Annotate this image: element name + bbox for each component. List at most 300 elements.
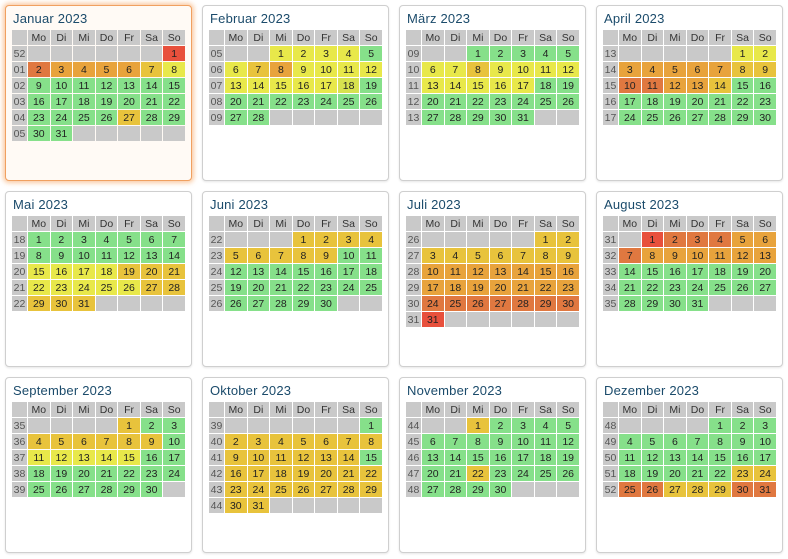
month-card[interactable] [5,191,192,367]
day-cell[interactable]: 9 [28,78,50,93]
day-cell[interactable]: 11 [28,450,50,465]
day-cell[interactable]: 30 [754,110,776,125]
day-cell[interactable]: 28 [619,296,641,311]
day-cell[interactable]: 12 [360,62,382,77]
day-cell[interactable]: 2 [293,46,315,61]
day-cell[interactable]: 16 [315,264,337,279]
day-cell[interactable]: 29 [360,482,382,497]
day-cell[interactable]: 13 [73,450,95,465]
day-cell[interactable]: 9 [293,62,315,77]
day-cell[interactable]: 3 [422,248,444,263]
day-cell[interactable]: 18 [445,280,467,295]
day-cell[interactable]: 7 [96,434,118,449]
day-cell[interactable]: 13 [754,248,776,263]
day-cell[interactable]: 20 [422,94,444,109]
day-cell[interactable]: 27 [141,280,163,295]
day-cell[interactable]: 13 [422,78,444,93]
day-cell[interactable]: 11 [535,62,557,77]
day-cell[interactable]: 19 [664,94,686,109]
day-cell[interactable]: 17 [512,450,534,465]
day-cell[interactable]: 20 [422,466,444,481]
day-cell[interactable]: 28 [270,296,292,311]
day-cell[interactable]: 23 [557,280,579,295]
day-cell[interactable]: 24 [754,466,776,481]
day-cell[interactable]: 7 [709,62,731,77]
day-cell[interactable]: 25 [360,280,382,295]
day-cell[interactable]: 21 [96,466,118,481]
day-cell[interactable]: 13 [141,248,163,263]
day-cell[interactable]: 6 [141,232,163,247]
day-cell[interactable]: 20 [118,94,140,109]
day-cell[interactable]: 18 [535,78,557,93]
day-cell[interactable]: 16 [490,78,512,93]
day-cell[interactable]: 18 [642,94,664,109]
day-cell[interactable]: 14 [709,78,731,93]
day-cell[interactable]: 11 [709,248,731,263]
day-cell[interactable]: 24 [422,296,444,311]
day-cell[interactable]: 4 [96,232,118,247]
day-cell[interactable]: 1 [28,232,50,247]
day-cell[interactable]: 6 [118,62,140,77]
day-cell[interactable]: 29 [535,296,557,311]
day-cell[interactable]: 3 [73,232,95,247]
day-cell[interactable]: 30 [51,296,73,311]
day-cell[interactable]: 28 [445,482,467,497]
day-cell[interactable]: 11 [360,248,382,263]
day-cell[interactable]: 12 [642,450,664,465]
day-cell[interactable]: 20 [225,94,247,109]
day-cell[interactable]: 3 [51,62,73,77]
day-cell[interactable]: 23 [225,482,247,497]
day-cell[interactable]: 3 [163,418,185,433]
day-cell[interactable]: 31 [422,312,444,327]
day-cell[interactable]: 3 [315,46,337,61]
day-cell[interactable]: 4 [642,62,664,77]
day-cell[interactable]: 26 [225,296,247,311]
month-card[interactable] [202,5,389,181]
day-cell[interactable]: 3 [248,434,270,449]
day-cell[interactable]: 20 [490,280,512,295]
day-cell[interactable]: 8 [642,248,664,263]
day-cell[interactable]: 23 [490,94,512,109]
day-cell[interactable]: 26 [732,280,754,295]
day-cell[interactable]: 28 [163,280,185,295]
day-cell[interactable]: 29 [118,482,140,497]
day-cell[interactable]: 21 [248,94,270,109]
day-cell[interactable]: 28 [709,110,731,125]
day-cell[interactable]: 4 [445,248,467,263]
day-cell[interactable]: 13 [248,264,270,279]
day-cell[interactable]: 21 [709,94,731,109]
day-cell[interactable]: 17 [338,264,360,279]
day-cell[interactable]: 4 [338,46,360,61]
day-cell[interactable]: 5 [732,232,754,247]
day-cell[interactable]: 15 [293,264,315,279]
day-cell[interactable]: 8 [709,434,731,449]
day-cell[interactable]: 6 [490,248,512,263]
day-cell[interactable]: 13 [422,450,444,465]
day-cell[interactable]: 10 [512,434,534,449]
day-cell[interactable]: 22 [535,280,557,295]
day-cell[interactable]: 20 [141,264,163,279]
day-cell[interactable]: 26 [557,94,579,109]
day-cell[interactable]: 15 [642,264,664,279]
day-cell[interactable]: 31 [512,110,534,125]
day-cell[interactable]: 5 [664,62,686,77]
day-cell[interactable]: 29 [28,296,50,311]
day-cell[interactable]: 4 [535,418,557,433]
day-cell[interactable]: 23 [754,94,776,109]
day-cell[interactable]: 7 [512,248,534,263]
day-cell[interactable]: 1 [642,232,664,247]
day-cell[interactable]: 6 [225,62,247,77]
day-cell[interactable]: 26 [51,482,73,497]
day-cell[interactable]: 2 [754,46,776,61]
day-cell[interactable]: 26 [467,296,489,311]
day-cell[interactable]: 5 [96,62,118,77]
day-cell[interactable]: 18 [28,466,50,481]
day-cell[interactable]: 27 [490,296,512,311]
day-cell[interactable]: 4 [709,232,731,247]
day-cell[interactable]: 21 [338,466,360,481]
day-cell[interactable]: 28 [338,482,360,497]
day-cell[interactable]: 16 [732,450,754,465]
day-cell[interactable]: 8 [118,434,140,449]
day-cell[interactable]: 5 [293,434,315,449]
day-cell[interactable]: 26 [664,110,686,125]
day-cell[interactable]: 10 [512,62,534,77]
day-cell[interactable]: 29 [732,110,754,125]
day-cell[interactable]: 23 [732,466,754,481]
day-cell[interactable]: 23 [490,466,512,481]
day-cell[interactable]: 11 [270,450,292,465]
day-cell[interactable]: 7 [687,434,709,449]
day-cell[interactable]: 7 [619,248,641,263]
day-cell[interactable]: 15 [28,264,50,279]
day-cell[interactable]: 4 [28,434,50,449]
day-cell[interactable]: 22 [293,280,315,295]
day-cell[interactable]: 26 [118,280,140,295]
day-cell[interactable]: 3 [512,46,534,61]
day-cell[interactable]: 22 [118,466,140,481]
day-cell[interactable]: 10 [422,264,444,279]
day-cell[interactable]: 27 [422,110,444,125]
month-card[interactable] [202,377,389,553]
day-cell[interactable]: 18 [535,450,557,465]
day-cell[interactable]: 18 [338,78,360,93]
day-cell[interactable]: 17 [754,450,776,465]
day-cell[interactable]: 1 [293,232,315,247]
day-cell[interactable]: 10 [338,248,360,263]
day-cell[interactable]: 15 [270,78,292,93]
day-cell[interactable]: 7 [338,434,360,449]
day-cell[interactable]: 25 [535,94,557,109]
day-cell[interactable]: 23 [664,280,686,295]
day-cell[interactable]: 30 [28,126,50,141]
day-cell[interactable]: 10 [687,248,709,263]
day-cell[interactable]: 24 [315,94,337,109]
day-cell[interactable]: 20 [315,466,337,481]
day-cell[interactable]: 17 [73,264,95,279]
day-cell[interactable]: 6 [754,232,776,247]
day-cell[interactable]: 6 [73,434,95,449]
month-card[interactable] [202,191,389,367]
day-cell[interactable]: 6 [422,62,444,77]
day-cell[interactable]: 2 [557,232,579,247]
day-cell[interactable]: 19 [557,78,579,93]
day-cell[interactable]: 28 [96,482,118,497]
day-cell[interactable]: 30 [141,482,163,497]
day-cell[interactable]: 6 [315,434,337,449]
day-cell[interactable]: 6 [687,62,709,77]
day-cell[interactable]: 24 [51,110,73,125]
day-cell[interactable]: 3 [512,418,534,433]
day-cell[interactable]: 18 [270,466,292,481]
day-cell[interactable]: 19 [225,280,247,295]
day-cell[interactable]: 21 [512,280,534,295]
day-cell[interactable]: 26 [642,482,664,497]
day-cell[interactable]: 17 [619,94,641,109]
day-cell[interactable]: 12 [118,248,140,263]
day-cell[interactable]: 10 [619,78,641,93]
day-cell[interactable]: 27 [422,482,444,497]
month-card[interactable] [5,5,192,181]
day-cell[interactable]: 1 [732,46,754,61]
day-cell[interactable]: 19 [642,466,664,481]
day-cell[interactable]: 11 [338,62,360,77]
day-cell[interactable]: 8 [28,248,50,263]
day-cell[interactable]: 16 [141,450,163,465]
day-cell[interactable]: 3 [754,418,776,433]
day-cell[interactable]: 23 [141,466,163,481]
day-cell[interactable]: 8 [163,62,185,77]
day-cell[interactable]: 3 [338,232,360,247]
day-cell[interactable]: 14 [512,264,534,279]
day-cell[interactable]: 16 [51,264,73,279]
day-cell[interactable]: 25 [642,110,664,125]
day-cell[interactable]: 5 [557,46,579,61]
month-card[interactable] [399,5,586,181]
day-cell[interactable]: 6 [422,434,444,449]
month-card[interactable] [596,5,783,181]
day-cell[interactable]: 15 [163,78,185,93]
day-cell[interactable]: 30 [490,482,512,497]
day-cell[interactable]: 29 [163,110,185,125]
day-cell[interactable]: 18 [709,264,731,279]
day-cell[interactable]: 2 [225,434,247,449]
day-cell[interactable]: 7 [248,62,270,77]
day-cell[interactable]: 12 [96,78,118,93]
day-cell[interactable]: 7 [141,62,163,77]
day-cell[interactable]: 2 [490,418,512,433]
day-cell[interactable]: 29 [467,110,489,125]
day-cell[interactable]: 25 [73,110,95,125]
day-cell[interactable]: 29 [467,482,489,497]
day-cell[interactable]: 8 [467,62,489,77]
day-cell[interactable]: 24 [73,280,95,295]
day-cell[interactable]: 4 [270,434,292,449]
day-cell[interactable]: 17 [51,94,73,109]
day-cell[interactable]: 16 [28,94,50,109]
day-cell[interactable]: 14 [270,264,292,279]
day-cell[interactable]: 8 [293,248,315,263]
month-card[interactable] [5,377,192,553]
day-cell[interactable]: 14 [163,248,185,263]
month-card[interactable] [399,377,586,553]
day-cell[interactable]: 17 [248,466,270,481]
day-cell[interactable]: 18 [73,94,95,109]
day-cell[interactable]: 9 [557,248,579,263]
day-cell[interactable]: 9 [315,248,337,263]
day-cell[interactable]: 19 [118,264,140,279]
day-cell[interactable]: 8 [360,434,382,449]
day-cell[interactable]: 15 [732,78,754,93]
day-cell[interactable]: 21 [445,94,467,109]
day-cell[interactable]: 24 [248,482,270,497]
day-cell[interactable]: 22 [467,94,489,109]
day-cell[interactable]: 22 [467,466,489,481]
day-cell[interactable]: 24 [619,110,641,125]
day-cell[interactable]: 27 [687,110,709,125]
day-cell[interactable]: 22 [270,94,292,109]
day-cell[interactable]: 13 [315,450,337,465]
day-cell[interactable]: 14 [141,78,163,93]
day-cell[interactable]: 25 [445,296,467,311]
day-cell[interactable]: 4 [360,232,382,247]
day-cell[interactable]: 14 [248,78,270,93]
day-cell[interactable]: 15 [467,78,489,93]
day-cell[interactable]: 2 [315,232,337,247]
day-cell[interactable]: 10 [248,450,270,465]
day-cell[interactable]: 13 [490,264,512,279]
day-cell[interactable]: 27 [315,482,337,497]
day-cell[interactable]: 11 [619,450,641,465]
day-cell[interactable]: 5 [360,46,382,61]
day-cell[interactable]: 6 [248,248,270,263]
day-cell[interactable]: 19 [51,466,73,481]
day-cell[interactable]: 21 [163,264,185,279]
day-cell[interactable]: 20 [73,466,95,481]
day-cell[interactable]: 30 [664,296,686,311]
day-cell[interactable]: 17 [512,78,534,93]
day-cell[interactable]: 7 [445,62,467,77]
day-cell[interactable]: 2 [490,46,512,61]
day-cell[interactable]: 1 [270,46,292,61]
day-cell[interactable]: 9 [664,248,686,263]
day-cell[interactable]: 26 [96,110,118,125]
day-cell[interactable]: 1 [360,418,382,433]
day-cell[interactable]: 9 [51,248,73,263]
day-cell[interactable]: 13 [664,450,686,465]
day-cell[interactable]: 29 [642,296,664,311]
day-cell[interactable]: 1 [467,46,489,61]
day-cell[interactable]: 25 [709,280,731,295]
day-cell[interactable]: 12 [51,450,73,465]
day-cell[interactable]: 11 [445,264,467,279]
day-cell[interactable]: 13 [687,78,709,93]
day-cell[interactable]: 10 [163,434,185,449]
day-cell[interactable]: 2 [51,232,73,247]
day-cell[interactable]: 6 [664,434,686,449]
day-cell[interactable]: 25 [535,466,557,481]
day-cell[interactable]: 19 [732,264,754,279]
day-cell[interactable]: 18 [96,264,118,279]
day-cell[interactable]: 24 [512,466,534,481]
day-cell[interactable]: 16 [293,78,315,93]
day-cell[interactable]: 27 [248,296,270,311]
day-cell[interactable]: 12 [557,434,579,449]
day-cell[interactable]: 30 [732,482,754,497]
day-cell[interactable]: 2 [141,418,163,433]
day-cell[interactable]: 16 [664,264,686,279]
day-cell[interactable]: 28 [445,110,467,125]
day-cell[interactable]: 12 [225,264,247,279]
day-cell[interactable]: 1 [467,418,489,433]
day-cell[interactable]: 8 [732,62,754,77]
day-cell[interactable]: 17 [315,78,337,93]
day-cell[interactable]: 26 [293,482,315,497]
day-cell[interactable]: 15 [467,450,489,465]
day-cell[interactable]: 5 [225,248,247,263]
day-cell[interactable]: 25 [619,482,641,497]
day-cell[interactable]: 30 [225,498,247,513]
day-cell[interactable]: 9 [225,450,247,465]
day-cell[interactable]: 27 [754,280,776,295]
day-cell[interactable]: 30 [557,296,579,311]
day-cell[interactable]: 31 [687,296,709,311]
day-cell[interactable]: 14 [338,450,360,465]
day-cell[interactable]: 16 [557,264,579,279]
day-cell[interactable]: 16 [754,78,776,93]
day-cell[interactable]: 10 [73,248,95,263]
day-cell[interactable]: 23 [293,94,315,109]
day-cell[interactable]: 17 [163,450,185,465]
day-cell[interactable]: 28 [248,110,270,125]
day-cell[interactable]: 16 [225,466,247,481]
day-cell[interactable]: 23 [315,280,337,295]
day-cell[interactable]: 18 [360,264,382,279]
day-cell[interactable]: 9 [754,62,776,77]
day-cell[interactable]: 25 [338,94,360,109]
day-cell[interactable]: 19 [360,78,382,93]
day-cell[interactable]: 22 [732,94,754,109]
day-cell[interactable]: 19 [96,94,118,109]
day-cell[interactable]: 8 [467,434,489,449]
day-cell[interactable]: 18 [619,466,641,481]
day-cell[interactable]: 19 [467,280,489,295]
day-cell[interactable]: 3 [619,62,641,77]
day-cell[interactable]: 2 [732,418,754,433]
month-card[interactable] [399,191,586,367]
day-cell[interactable]: 16 [490,450,512,465]
day-cell[interactable]: 15 [360,450,382,465]
day-cell[interactable]: 7 [270,248,292,263]
day-cell[interactable]: 14 [687,450,709,465]
day-cell[interactable]: 17 [422,280,444,295]
day-cell[interactable]: 24 [338,280,360,295]
day-cell[interactable]: 22 [28,280,50,295]
day-cell[interactable]: 27 [118,110,140,125]
day-cell[interactable]: 20 [754,264,776,279]
day-cell[interactable]: 11 [96,248,118,263]
month-card[interactable] [596,191,783,367]
day-cell[interactable]: 15 [535,264,557,279]
day-cell[interactable]: 23 [28,110,50,125]
day-cell[interactable]: 30 [315,296,337,311]
day-cell[interactable]: 25 [270,482,292,497]
day-cell[interactable]: 26 [557,466,579,481]
day-cell[interactable]: 2 [664,232,686,247]
